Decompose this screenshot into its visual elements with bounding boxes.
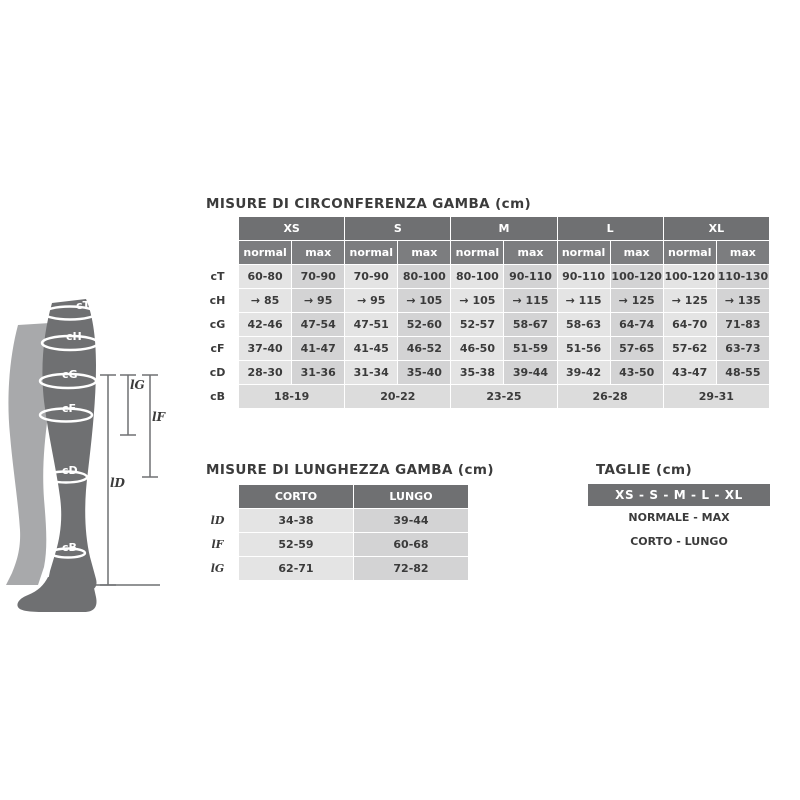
sub-normal-s: normal [345, 241, 398, 265]
sub-max-s: max [398, 241, 451, 265]
cell: 35-38 [451, 361, 504, 385]
size-group-s: S [345, 217, 451, 241]
cell: 90-110 [504, 265, 557, 289]
cell: 18-19 [239, 385, 345, 409]
cell: 72-82 [354, 557, 469, 581]
sub-max-xs: max [292, 241, 345, 265]
sub-normal-l: normal [557, 241, 610, 265]
cell: 35-40 [398, 361, 451, 385]
row-label-cF: cF [197, 337, 239, 361]
cell: 57-65 [610, 337, 663, 361]
cell: → 115 [504, 289, 557, 313]
length-header-lungo: LUNGO [354, 485, 469, 509]
table-row [197, 337, 770, 361]
cell: 41-47 [292, 337, 345, 361]
cell: 26-28 [557, 385, 663, 409]
row-label-lF: lF [197, 533, 239, 557]
cell: 43-47 [663, 361, 716, 385]
size-group-m: M [451, 217, 557, 241]
cell: 29-31 [663, 385, 769, 409]
cell: 71-83 [716, 313, 769, 337]
label-cB: cB [62, 541, 77, 554]
cell: 23-25 [451, 385, 557, 409]
row-label-cH: cH [197, 289, 239, 313]
cell: 31-34 [345, 361, 398, 385]
cell: 39-44 [354, 509, 469, 533]
cell: 100-120 [663, 265, 716, 289]
cell: 62-71 [239, 557, 354, 581]
sizes-table [588, 484, 770, 554]
cell: 42-46 [239, 313, 292, 337]
cell: 39-42 [557, 361, 610, 385]
cell: 46-50 [451, 337, 504, 361]
cell: 46-52 [398, 337, 451, 361]
length-header-corto: CORTO [239, 485, 354, 509]
cell: 51-56 [557, 337, 610, 361]
label-cF: cF [62, 402, 77, 415]
cell: 64-74 [610, 313, 663, 337]
cell: 34-38 [239, 509, 354, 533]
cell: 57-62 [663, 337, 716, 361]
cell: 47-51 [345, 313, 398, 337]
cell: 110-130 [716, 265, 769, 289]
sizes-row-corto-lungo: CORTO - LUNGO [630, 535, 728, 548]
size-group-xs: XS [239, 217, 345, 241]
sub-max-m: max [504, 241, 557, 265]
cell: 37-40 [239, 337, 292, 361]
cell: 28-30 [239, 361, 292, 385]
cell: 64-70 [663, 313, 716, 337]
size-group-header-row [197, 217, 770, 241]
circumference-table [196, 216, 770, 409]
label-cG: cG [62, 368, 78, 381]
table-row [197, 533, 469, 557]
cell: 90-110 [557, 265, 610, 289]
table-row [197, 265, 770, 289]
sub-max-l: max [610, 241, 663, 265]
cell: 41-45 [345, 337, 398, 361]
cell: 63-73 [716, 337, 769, 361]
sub-normal-xl: normal [663, 241, 716, 265]
row-label-cG: cG [197, 313, 239, 337]
cell: 47-54 [292, 313, 345, 337]
table-row [197, 289, 770, 313]
length-header-row [197, 485, 469, 509]
cell: 100-120 [610, 265, 663, 289]
circumference-section-title: MISURE DI CIRCONFERENZA GAMBA (cm) [206, 196, 532, 212]
sub-normal-xs: normal [239, 241, 292, 265]
cell: → 125 [663, 289, 716, 313]
cell: 39-44 [504, 361, 557, 385]
sizes-header: XS - S - M - L - XL [588, 484, 770, 506]
cell: → 95 [292, 289, 345, 313]
row-label-lG: lG [197, 557, 239, 581]
cell: 31-36 [292, 361, 345, 385]
row-label-lD: lD [197, 509, 239, 533]
length-rulers [96, 375, 160, 585]
cell: 52-59 [239, 533, 354, 557]
row-label-cD: cD [197, 361, 239, 385]
cell: → 115 [557, 289, 610, 313]
sizes-row-normale-max: NORMALE - MAX [628, 511, 730, 524]
cell: 58-67 [504, 313, 557, 337]
table-row [197, 361, 770, 385]
cell: 80-100 [451, 265, 504, 289]
length-table [196, 484, 469, 581]
cell: → 85 [239, 289, 292, 313]
cell: 80-100 [398, 265, 451, 289]
label-cT: cT [76, 299, 91, 312]
cell: 70-90 [345, 265, 398, 289]
cell: → 125 [610, 289, 663, 313]
cell: 52-60 [398, 313, 451, 337]
table-row [197, 557, 469, 581]
cell: → 105 [398, 289, 451, 313]
label-lF: lF [152, 410, 166, 424]
row-label-cB: cB [197, 385, 239, 409]
sub-header-row [197, 241, 770, 265]
leg-diagram [0, 285, 190, 615]
table-row [197, 385, 770, 409]
size-group-xl: XL [663, 217, 769, 241]
label-cD: cD [62, 464, 78, 477]
sub-max-xl: max [716, 241, 769, 265]
cell: 60-80 [239, 265, 292, 289]
table-row [197, 509, 469, 533]
cell: 51-59 [504, 337, 557, 361]
length-section-title: MISURE DI LUNGHEZZA GAMBA (cm) [206, 462, 494, 478]
cell: → 95 [345, 289, 398, 313]
sub-normal-m: normal [451, 241, 504, 265]
cell: 70-90 [292, 265, 345, 289]
cell: → 135 [716, 289, 769, 313]
cell: 58-63 [557, 313, 610, 337]
cell: 48-55 [716, 361, 769, 385]
row-label-cT: cT [197, 265, 239, 289]
table-row [197, 313, 770, 337]
cell: → 105 [451, 289, 504, 313]
cell: 52-57 [451, 313, 504, 337]
label-cH: cH [66, 330, 82, 343]
cell: 20-22 [345, 385, 451, 409]
label-lD: lD [110, 476, 125, 490]
size-group-l: L [557, 217, 663, 241]
label-lG: lG [130, 378, 145, 392]
sizes-section-title: TAGLIE (cm) [596, 462, 693, 478]
cell: 60-68 [354, 533, 469, 557]
cell: 43-50 [610, 361, 663, 385]
